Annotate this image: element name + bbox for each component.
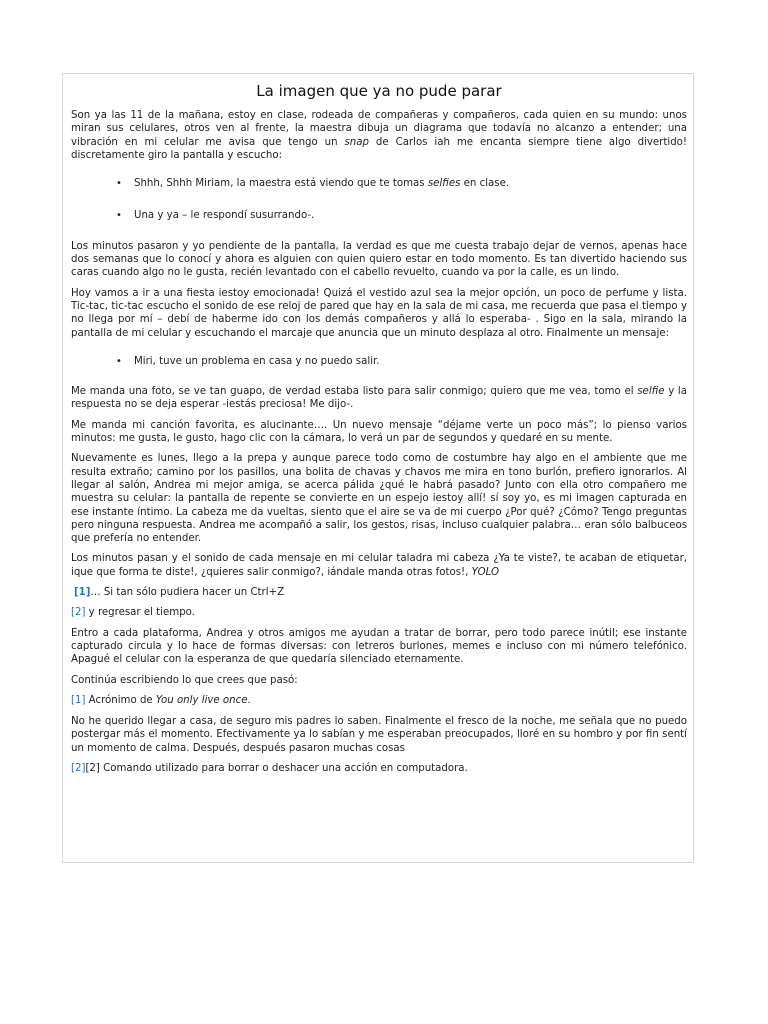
footnote-2-backlink[interactable]: [2] xyxy=(71,762,86,774)
paragraph-1-text-b: de Carlos iah me encanta siempre tiene algo divertido! discretamente giro la pantalla y escucho: xyxy=(71,136,687,161)
paragraph-9-text: y regresar el tiempo. xyxy=(85,607,195,619)
paragraph-4 xyxy=(71,385,687,412)
paragraph-8 xyxy=(71,586,687,599)
paragraph-8-text: … Si tan sólo pudiera hacer un Ctrl+Z xyxy=(90,587,285,599)
bullet-list-1 xyxy=(71,177,687,223)
paragraph-7-text: Los minutos pasan y el sonido de cada mensaje en mi celular taladra mi cabeza ¿Ya te viste?, te acaban de etiquetar, ique que forma te diste!, ¿quieres salir conmigo?, iándale manda otras fotos!, xyxy=(71,553,687,578)
paragraph-12: No he querido llegar a casa, de seguro mis padres lo saben. Finalmente el fresco de la noche, me señala que no puedo postergar más el momento. Efectivamente ya lo sabían y me esperaban preocupados, lloré en su hombro y por fin sentí un momento de calma. Después, después pasaron muchas cosas xyxy=(71,716,687,754)
paragraph-5: Me manda mi canción favorita, es alucinante…. Un nuevo mensaje “déjame verte un poco más”; lo pienso varios minutos: me gusta, le gusto, hago clic con la cámara, lo verá un par de segundos y quedaré en su mente. xyxy=(71,419,687,445)
footnote-1-backlink[interactable]: [1] xyxy=(71,694,86,706)
footnote-1-emphasis: You only live once xyxy=(155,694,248,706)
list-item xyxy=(71,177,687,190)
bullet-icon: • xyxy=(116,210,122,222)
list-item-text-a: Una y ya – le respondí susurrando-. xyxy=(134,210,315,222)
footnote-1 xyxy=(71,694,687,707)
list-item-text-a: Miri, tuve un problema en casa y no puedo salir. xyxy=(134,355,380,367)
paragraph-4-text-b: y la respuesta no se deja esperar -iestás preciosa! Me dijo-. xyxy=(71,386,687,411)
paragraph-1-text-a: Son ya las 11 de la mañana, estoy en clase, rodeada de compañeras y compañeros, cada quien en su mundo: unos miran sus celulares, otros ven al frente, la maestra dibuja un diagrama que todavía no alcanzo a entender; una vibración en mi celular me avisa que tengo un xyxy=(71,110,687,148)
footnote-1-text-b: . xyxy=(247,694,251,706)
footnote-2-text: [2] Comando utilizado para borrar o deshacer una acción en computadora. xyxy=(85,762,468,774)
paragraph-4-text-a: Me manda una foto, se ve tan guapo, de verdad estaba listo para salir conmigo; quiero que me vea, tomo el xyxy=(71,386,638,398)
list-item xyxy=(71,209,687,222)
bullet-icon: • xyxy=(116,178,122,190)
footnote-2 xyxy=(71,762,687,775)
list-item-text-a: Shhh, Shhh Miriam, la maestra está viendo que te tomas xyxy=(134,178,428,190)
paragraph-1-emphasis: snap xyxy=(344,136,369,148)
paragraph-3: Hoy vamos a ir a una fiesta iestoy emocionada! Quizá el vestido azul sea la mejor opción, un poco de perfume y lista. Tic-tac, tic-tac escucho el sonido de ese reloj de pared que hay en la sala de mi casa, me recuerda que pasa el tiempo y no llega por mí – debí de haberme ido con los demás compañeros y allá lo esperaba- . Sigo en la sala, mirando la pantalla de mi celular y escuchando el marcaje que anuncia que un minuto desplaza al otro. Finalmente un mensaje: xyxy=(71,287,687,339)
paragraph-9 xyxy=(71,606,687,619)
list-item xyxy=(71,355,687,368)
bullet-icon: • xyxy=(116,355,122,367)
paragraph-7-emphasis: YOLO xyxy=(471,566,500,578)
paragraph-11: Continúa escribiendo lo que crees que pasó: xyxy=(71,674,298,686)
paragraph-10: Entro a cada plataforma, Andrea y otros amigos me ayudan a tratar de borrar, pero todo parece inútil; ese instante capturado circula y lo hace de formas diversas: con letreros burlones, memes e incluso con mi número telefónico. Apagué el celular con la esperanza de que quedaría silenciado eternamente. xyxy=(71,627,687,666)
bullet-list-2 xyxy=(71,355,687,368)
paragraph-4-emphasis: selfie xyxy=(637,386,665,398)
document-page xyxy=(62,73,694,863)
list-item-text-b: en clase. xyxy=(460,178,510,190)
paragraph-7 xyxy=(71,552,687,579)
footnote-1-text-a: Acrónimo de xyxy=(85,694,156,706)
paragraph-1 xyxy=(71,109,687,162)
footnote-ref-2-link[interactable]: [2] xyxy=(71,607,86,619)
list-item-emphasis: selfies xyxy=(427,178,461,190)
paragraph-2: Los minutos pasaron y yo pendiente de la pantalla, la verdad es que me cuesta trabajo dejar de vernos, apenas hace dos semanas que lo conocí y ahora es alguien con quien quiero estar en todo momento. Es tan divertido haciendo sus caras cuando algo no le gusta, recién levantado con el cabello revuelto, cuando va por la calle, es un lindo. xyxy=(71,240,687,279)
document-title: La imagen que ya no pude parar xyxy=(256,82,502,100)
footnote-ref-1-link[interactable]: [1] xyxy=(74,587,91,599)
paragraph-6: Nuevamente es lunes, llego a la prepa y aunque parece todo como de costumbre hay algo en el ambiente que me resulta extraño; camino por los pasillos, una bolita de chavas y chavos me mira en tono burlón, prefiero ignorarlos. Al llegar al salón, Andrea mi mejor amiga, se acerca pálida ¿qué le habrá pasado? Junto con ella otro compañero me muestra su celular: la pantalla de repente se convierte en un espejo iestoy allí! sí soy yo, es mi imagen capturada en ese instante íntimo. La cabeza me da vueltas, siento que el aire se va de mi cuerpo ¿Por qué? ¿Cómo? Tengo preguntas pero ninguna respuesta. Andrea me acompañó a salir, los gestos, risas, incluso cualquier palabra… eran sólo balbuceos que prefería no entender. xyxy=(71,453,687,545)
